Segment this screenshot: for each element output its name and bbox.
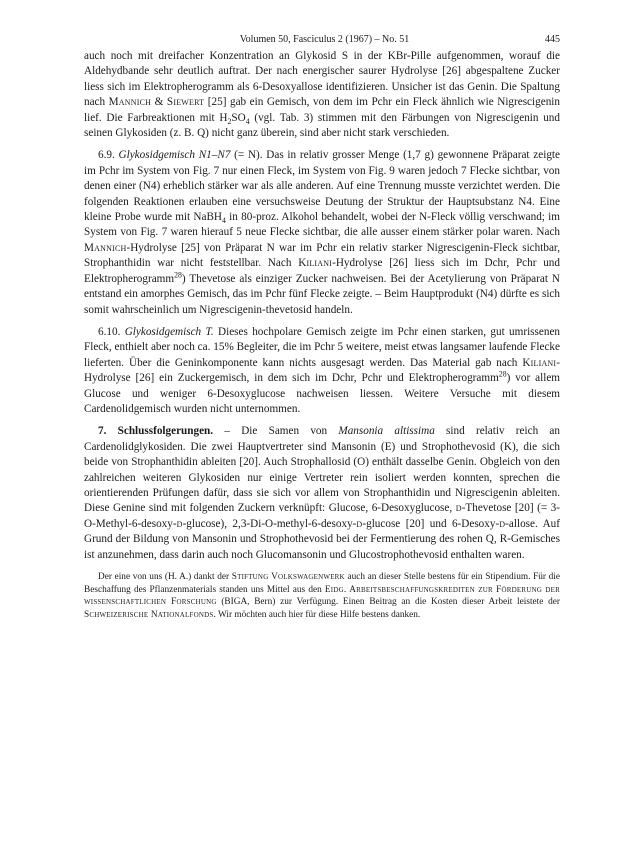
article-body — [84, 49, 560, 563]
author-siewert: Siewert — [166, 96, 205, 109]
running-title: Volumen 50, Fasciculus 2 (1967) – No. 51 — [239, 34, 410, 45]
section-6-10-title: Glykosidgemisch T. — [124, 325, 214, 338]
journal-page — [84, 34, 560, 631]
section-6-9: 6.9. Glykosidgemisch N1–N7 (= N). Das in relativ grosser Menge (1,7 g) gewonnene Präparat zeigte im Pchr im System von Fig. 7 nur einen Fleck, im System von Fig. 9 waren jedoch 7 Flecke sichtbar, von denen einer (N4) erheblich stärker war als alle anderen. Auf eine Trennung musste verzichtet werden. Die folgenden Reaktionen erlauben eine versuchsweise Deutung der Struktur der Hauptsubstanz N4. Eine kleine Probe wurde mit NaBH$_4$ in 80-proz. Alkohol behandelt, wobei der N-Fleck völlig verschwand; im System von Fig. 7 waren hierauf 5 neue Flecke sichtbar, die alle ausser einem stärker polar waren. Nach Mannich-Hydrolyse [25] von Präparat N war im Pchr ein relativ starker Nigrescigenin-Fleck sichtbar, Strophanthidin war nicht feststellbar. Nach Kiliani-Hydrolyse [26] liess sich im Dchr, Pchr und Elektropherogramm$^{28}$) Thevetose als einziger Zucker nachweisen. Bei der Acetylierung von Präparat N entstand ein amorphes Gemisch, das im Pchr fünf Flecke zeigte. – Beim Hauptprodukt (N4) dürfte es sich somit wahrscheinlich um Nigrescigenin-thevetosid handeln. — [84, 149, 560, 316]
section-6-10: 6.10. Glykosidgemisch T. Dieses hochpolare Gemisch zeigte im Pchr einen starken, gut umrissenen Fleck, enthielt aber noch ca. 15% Begleiter, die im Pchr 5 weitere, meist etwas langsamer laufende Flecke lieferten. Über die Geninkomponente kann nichts ausgesagt werden. Das Material gab nach Kiliani-Hydrolyse [26] ein Zuckergemisch, in dem sich im Dchr, Pchr und Elektropherogramm$^{28}$) vor allem Glucose und weniger 6-Desoxyglucose nachweisen liessen. Weitere Versuche mit diesem Cardenolidgemisch wurden nicht unternommen. — [84, 325, 560, 415]
section-6-9-title: Glykosidgemisch N1–N7 — [118, 149, 231, 162]
footnote-ref: 28 — [174, 269, 182, 279]
page-number: 445 — [545, 34, 560, 45]
paragraph-glycoside-s-continued: auch noch mit dreifacher Konzentration an Glykosid S in der KBr-Pille aufgenommen, worauf die Aldehydbande sehr deutlich auftrat. Der nach energischer saurer Hydrolyse [26] abgespaltene Zucker liess sich im Elektropherogramm als 6-Desoxyallose identifizieren. Unsicher ist das Genin. Die Spaltung nach Mannich & Siewert [25] gab ein Gemisch, von dem im Pchr ein Fleck ähnlich wie Nigrescigenin lief. Die Farbreaktionen mit $H_2SO_4$ (vgl. Tab. 3) stimmen mit den Färbungen von Nigrescigenin und seinen Glykosiden (z. B. Q) nicht ganz überein, sind aber nicht stark verschieden. — [84, 50, 560, 140]
footnote-ref: 28 — [498, 369, 507, 379]
section-7-conclusions: 7. Schlussfolgerungen. – Die Samen von Mansonia altissima sind relativ reich an Cardenolidglykosiden. Die zwei Hauptvertreter sind Mansonin (E) und Strophothevosid (K), die sich beide von Strophanthidin ableiten [20]. Auch Strophallosid (O) enthält dasselbe Genin. Obgleich von den zahlreichen weiteren Glykosiden nur einige Vertreter rein isoliert werden konnten, sprechen die orientierenden Prüfungen dafür, dass sie sich vor allem von Strophanthidin und Nigrescigenin ableiten. Diese Genine sind mit folgenden Zuckern verknüpft: Glucose, 6-Desoxyglucose, d-Thevetose [20] (= 3-O-Methyl-6-desoxy-d-glucose), 2,3-Di-O-methyl-6-desoxy-d-glucose [20] und 6-Desoxy-d-allose. Auf Grund der Bildung von Mansonin und Strophothevosid bei der Fermentierung des rohen Q, R-Gemisches ist anzunehmen, dass darin auch noch Glucomansonin und Glucostrophothevosid enthalten waren. — [84, 425, 560, 561]
acknowledgements: Der eine von uns (H. A.) dankt der Stiftung Volkswagenwerk auch an dieser Stelle bestens für ein Stipendium. Für die Beschaffung des Pflanzenmaterials standen uns Mittel aus den Eidg. Arbeitsbeschaffungskrediten zur Förderung der wissenschaftlichen Forschung (BIGA, Bern) zur Verfügung. Einen Beitrag an die Kosten dieser Arbeit leistete der Schweizerische Nationalfonds. Wir möchten auch hier für diese Hilfe bestens danken. — [84, 572, 560, 620]
section-7-heading: 7. Schlussfolgerungen. — [98, 425, 214, 438]
species-name: Mansonia altissima — [338, 425, 435, 438]
author-mannich: Mannich — [108, 96, 152, 109]
page-header — [84, 34, 560, 45]
